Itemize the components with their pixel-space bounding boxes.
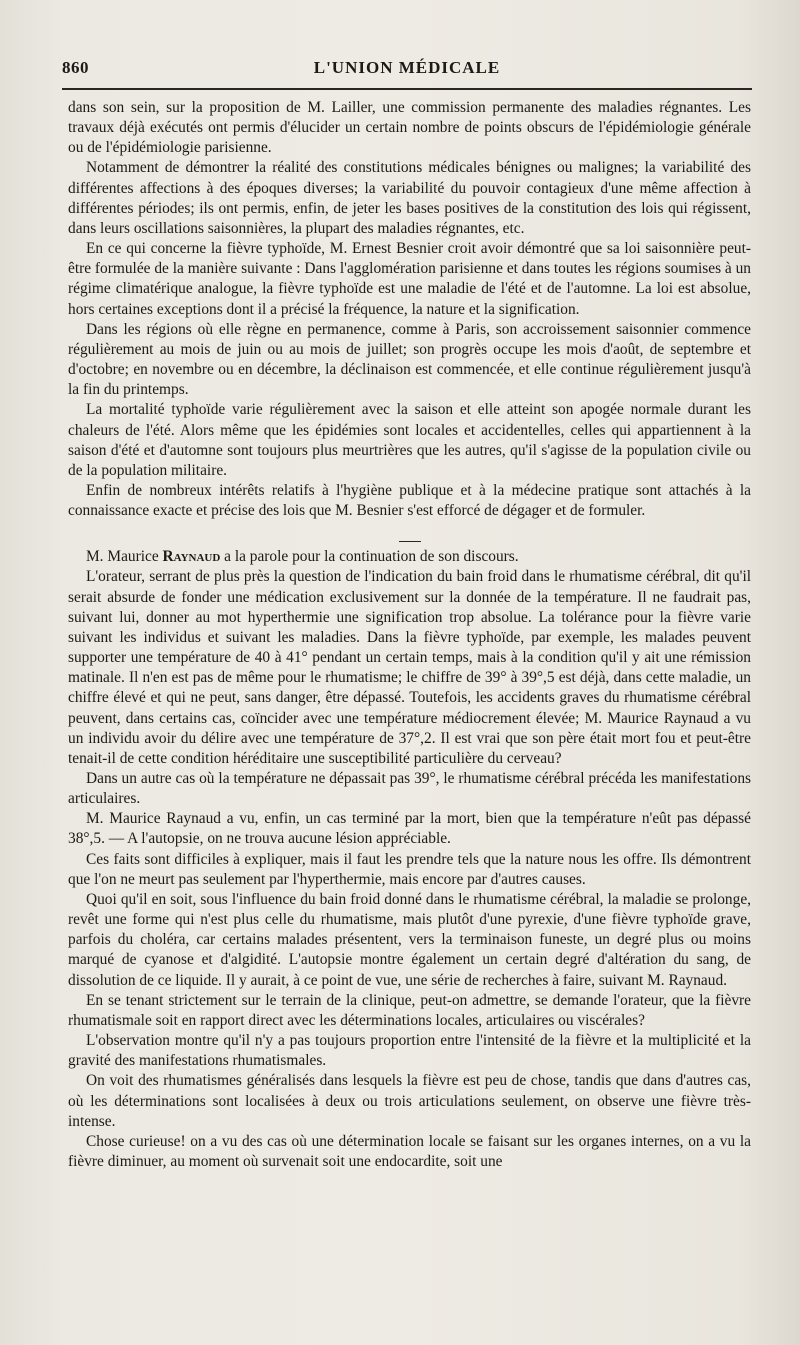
- paragraph: En ce qui concerne la fièvre typhoïde, M. Ernest Besnier croit avoir démontré que sa loi saisonnière peut-être formulée de la manière suivante : Dans l'agglomération parisienne et dans toutes les régions soumises à un régime climatérique analogue, la fièvre typhoïde est une maladie de l'été et de l'automne. La loi est absolue, hors certaines exceptions dont il a précisé la fréquence, la nature et la signification.: [68, 240, 751, 318]
- page-number: 860: [62, 58, 89, 77]
- article-body: [68, 98, 751, 1172]
- paragraph: Notamment de démontrer la réalité des constitutions médicales bénignes ou malignes; la variabilité des différentes affections à des époques diverses; la variabilité du pouvoir contagieux d'une même affection à différentes périodes; ils ont permis, enfin, de jeter les bases positives de la constitution des lois qui régissent, dans leurs oscillations saisonnières, la plupart des maladies régnantes, etc.: [68, 159, 751, 237]
- section-separator: [68, 531, 751, 541]
- paragraph: L'observation montre qu'il n'y a pas toujours proportion entre l'intensité de la fièvre et la multiplicité et la gravité des manifestations rhumatismales.: [68, 1032, 751, 1070]
- header-rule: [62, 88, 752, 90]
- paragraph: La mortalité typhoïde varie régulièrement avec la saison et elle atteint son apogée normale durant les chaleurs de l'été. Alors même que les épidémies sont locales et accidentelles, celles qui appartiennent à la saison d'été et d'automne sont toujours plus meurtrières que les autres, qu'il s'agisse de la population civile ou de la population militaire.: [68, 401, 751, 479]
- paragraph: M. Maurice Raynaud a vu, enfin, un cas terminé par la mort, bien que la température n'eût pas dépassé 38°,5. — A l'autopsie, on ne trouva aucune lésion appréciable.: [68, 810, 751, 848]
- paragraph: dans son sein, sur la proposition de M. Lailler, une commission permanente des maladies régnantes. Les travaux déjà exécutés ont permis d'élucider un certain nombre de points obscurs de l'épidémiologie générale ou de l'épidémiologie parisienne.: [68, 99, 751, 157]
- paragraph: Dans un autre cas où la température ne dépassait pas 39°, le rhumatisme cérébral précéda les manifestations articulaires.: [68, 770, 751, 808]
- page-header: [62, 58, 752, 86]
- paragraph: L'orateur, serrant de plus près la question de l'indication du bain froid dans le rhumatisme cérébral, dit qu'il serait absurde de fonder une médication exclusivement sur la donnée de la température. Il ne faudrait pas, suivant lui, donner au mot hyperthermie une signification trop absolue. La tolérance pour la fièvre varie suivant les individus et suivant les maladies. Dans la fièvre typhoïde, par exemple, les malades peuvent supporter une température de 40 à 41° pendant un certain temps, mais à la condition qu'il y ait une rémission matinale. Il n'en est pas de même pour le rhumatisme; le chiffre de 39° à 39°,5 est déjà, dans cette maladie, un chiffre élevé et qui ne peut, sans danger, être dépassé. Toutefois, les accidents graves du rhumatisme cérébral peuvent, dans certains cas, coïncider avec une température médiocrement élevée; M. Maurice Raynaud a vu un individu avoir du délire avec une température de 37°,2. Il est vrai que son père était mort fou et peut-être tenait-il de cette condition héréditaire une susceptibilité particulière du cerveau?: [68, 568, 751, 767]
- paragraph: On voit des rhumatismes généralisés dans lesquels la fièvre est peu de chose, tandis que dans d'autres cas, où les déterminations sont localisées à deux ou trois articulations seulement, on observe une fièvre très-intense.: [68, 1072, 751, 1130]
- paragraph: Ces faits sont difficiles à expliquer, mais il faut les prendre tels que la nature nous les offre. Ils démontrent que l'on ne meurt pas seulement par l'hyperthermie, mais encore par d'autres causes.: [68, 850, 751, 888]
- speaker-intro: M. Maurice Raynaud a la parole pour la continuation de son discours.: [86, 548, 519, 566]
- journal-title: L'UNION MÉDICALE: [313, 58, 501, 77]
- paragraph: Chose curieuse! on a vu des cas où une détermination locale se faisant sur les organes internes, on a vu la fièvre diminuer, au moment où survenait soit une endocardite, soit une: [68, 1132, 751, 1170]
- paragraph: Quoi qu'il en soit, sous l'influence du bain froid donné dans le rhumatisme cérébral, la maladie se prolonge, revêt une forme qui n'est plus celle du rhumatisme, mais plutôt d'une pyrexie, d'une fièvre typhoïde grave, parfois du choléra, car certains malades présentent, vers la terminaison funeste, un degré plus ou moins marqué de cyanose et d'algidité. L'autopsie montre également un certain degré d'altération du sang, de dissolution de ce liquide. Il y aurait, à ce point de vue, une série de recherches à faire, suivant M. Raynaud.: [68, 890, 751, 989]
- paragraph: Enfin de nombreux intérêts relatifs à l'hygiène publique et à la médecine pratique sont attachés à la connaissance exacte et précise des lois que M. Besnier s'est efforcé de dégager et de formuler.: [68, 481, 751, 520]
- speaker-name: Raynaud: [162, 548, 221, 566]
- paragraph: Dans les régions où elle règne en permanence, comme à Paris, son accroissement saisonnier commence régulièrement au mois de juin ou au mois de juillet; son progrès occupe les mois d'août, de septembre et d'octobre; en novembre ou en décembre, la déclinaison est commencée, et elle continue régulièrement jusqu'à la fin du printemps.: [68, 320, 751, 399]
- paragraph: En se tenant strictement sur le terrain de la clinique, peut-on admettre, se demande l'orateur, que la fièvre rhumatismale soit en rapport direct avec les déterminations locales, articulaires ou viscérales?: [68, 991, 751, 1029]
